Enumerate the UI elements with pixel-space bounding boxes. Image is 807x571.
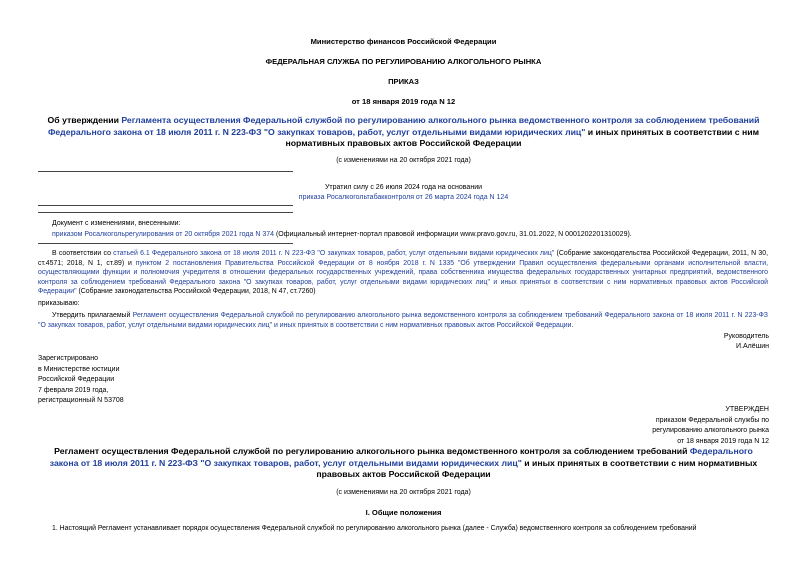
ministry-heading: Министерство финансов Российской Федерации bbox=[310, 37, 497, 46]
regulation-link[interactable]: 223-ФЗ "О закупках товаров, работ, услуг отдельными видами юридических лиц" и иных принятых в соответствии с ним нормативных правовых актов Российской Федерации bbox=[38, 312, 768, 329]
regulation-law-link[interactable]: Федерального bbox=[689, 446, 753, 456]
preamble-text: В соответствии со bbox=[52, 250, 114, 257]
registration-line: 7 февраля 2019 года, bbox=[38, 386, 109, 394]
order-title bbox=[0, 115, 807, 150]
amendment-order-link[interactable]: приказом Росалкогольрегулирования от 20 октября 2021 года N 374 bbox=[52, 231, 275, 238]
regulation-title-text: и иных принятых в соответствии с ним нормативных bbox=[521, 457, 758, 468]
government-decree-link[interactable]: пунктом 2 постановления Правительства Российской Федерации от 8 ноября 2018 г. N 1335 "Об утверждении Правил осуществления федеральными органами исполнительной bbox=[135, 259, 741, 267]
title-line3: нормативных правовых актов Российской Федерации bbox=[285, 138, 522, 148]
signature-role: Руководитель bbox=[723, 333, 769, 340]
approve-paragraph bbox=[38, 311, 768, 330]
title-law-link[interactable]: Федерального закона от 18 июля 2011 г. N 223-ФЗ "О закупках товаров, работ, услуг отдельными видами юридических лиц" bbox=[47, 126, 586, 137]
divider bbox=[38, 243, 293, 244]
preamble-text: 2011, N 30, ст.4571; 2018, N 1, ст.89) и bbox=[38, 250, 768, 267]
approved-block bbox=[652, 405, 769, 447]
amendments-line bbox=[52, 231, 632, 238]
approved-line: приказом Федеральной службы по bbox=[655, 416, 769, 424]
registration-line: Российской Федерации bbox=[38, 376, 115, 383]
amendments-label: Документ с изменениями, внесенными: bbox=[52, 220, 181, 227]
approved-line: регулированию алкогольного рынка bbox=[652, 427, 769, 434]
title-prefix: Об утверждении bbox=[47, 115, 122, 125]
divider bbox=[38, 212, 293, 213]
amendment-source: (Официальный интернет-портал правовой информации www.pravo.gov.ru, 31.01.2022, N 0001202201310029). bbox=[274, 231, 632, 238]
preamble-paragraph bbox=[38, 249, 768, 297]
approve-text: Утвердить прилагаемый bbox=[52, 312, 133, 319]
divider bbox=[38, 205, 293, 206]
regulation-link[interactable]: Регламент осуществления Федеральной службой по регулированию алкогольного рынка ведомственного контроля за соблюдением требований Федерального закона от 18 июля 2011 г. N bbox=[132, 312, 743, 319]
divider bbox=[38, 171, 293, 172]
approved-line: УТВЕРЖДЕН bbox=[725, 406, 769, 413]
government-decree-link[interactable]: власти, осуществляющими функции и полномочия учредителя в отношении федеральных государственных учреждений, права собственника имущества федеральных государственных унитарных предприятий, bbox=[38, 259, 769, 277]
registration-line: в Министерстве юстиции bbox=[38, 365, 120, 373]
law-article-link[interactable]: статьей 6.1 Федерального закона от 18 июля 2011 г. N 223-ФЗ "О закупках товаров, работ, услуг отдельными видами юридических лиц" bbox=[113, 250, 555, 257]
order-date-number: от 18 января 2019 года N 12 bbox=[351, 97, 456, 106]
order-word: приказываю: bbox=[38, 300, 80, 307]
approved-line: от 18 января 2019 года N 12 bbox=[677, 437, 769, 445]
preamble-text: (Собрание законодательства Российской Федерации, bbox=[554, 250, 730, 257]
regulation-title-text: Регламент осуществления Федеральной службой по регулированию алкогольного рынка ведомственного контроля за соблюдением требований bbox=[54, 446, 690, 456]
section1-paragraph: 1. Настоящий Регламент устанавливает порядок осуществления Федеральной службой по регулированию алкогольного рынка (далее - Служба) ведомственного контроля за соблюдением требований bbox=[52, 525, 697, 532]
service-heading: ФЕДЕРАЛЬНАЯ СЛУЖБА ПО РЕГУЛИРОВАНИЮ АЛКОГОЛЬНОГО РЫНКА bbox=[265, 57, 542, 66]
regulation-law-link[interactable]: закона от 18 июля 2011 г. N 223-ФЗ "О закупках товаров, работ, услуг отдельными видами юридических лиц" bbox=[49, 457, 522, 468]
expired-order-link[interactable]: приказа Росалкогольтабакконтроля от 26 марта 2024 года N 124 bbox=[298, 194, 509, 201]
title-regulation-link[interactable]: Регламента осуществления Федеральной службой по регулированию алкогольного рынка ведомственного контроля за соблюдением требований bbox=[121, 115, 760, 125]
expired-note: Утратил силу с 26 июля 2024 года на основании bbox=[324, 184, 483, 191]
section-heading: I. Общие положения bbox=[365, 508, 442, 517]
title-rest: и иных принятых в соответствии с ним bbox=[585, 126, 760, 137]
changes-note: (с изменениями на 20 октября 2021 года) bbox=[336, 157, 471, 164]
order-heading: ПРИКАЗ bbox=[388, 77, 419, 86]
registration-block bbox=[38, 354, 124, 407]
approve-text-end: . bbox=[571, 321, 574, 329]
signature-name: И.Алёшин bbox=[735, 343, 769, 350]
regulation-title-line3: правовых актов Российской Федерации bbox=[316, 469, 491, 479]
registration-line: Зарегистрировано bbox=[38, 355, 98, 362]
government-decree-link[interactable]: актов Российской Федерации" bbox=[38, 278, 768, 296]
registration-line: регистрационный N 53708 bbox=[38, 397, 124, 404]
regulation-changes-note: (с изменениями на 20 октября 2021 года) bbox=[336, 489, 471, 496]
government-decree-link[interactable]: ведомственного контроля за соблюдением требований Федерального закона "О закупках товаров, работ, услуг отдельными видами юридических лиц" и иных принятых в соответствии с ним нормативных правовых bbox=[38, 269, 768, 286]
regulation-title bbox=[0, 446, 807, 481]
preamble-text: (Собрание законодательства Российской Федерации, 2018, N 47, ст.7260) bbox=[76, 288, 316, 296]
